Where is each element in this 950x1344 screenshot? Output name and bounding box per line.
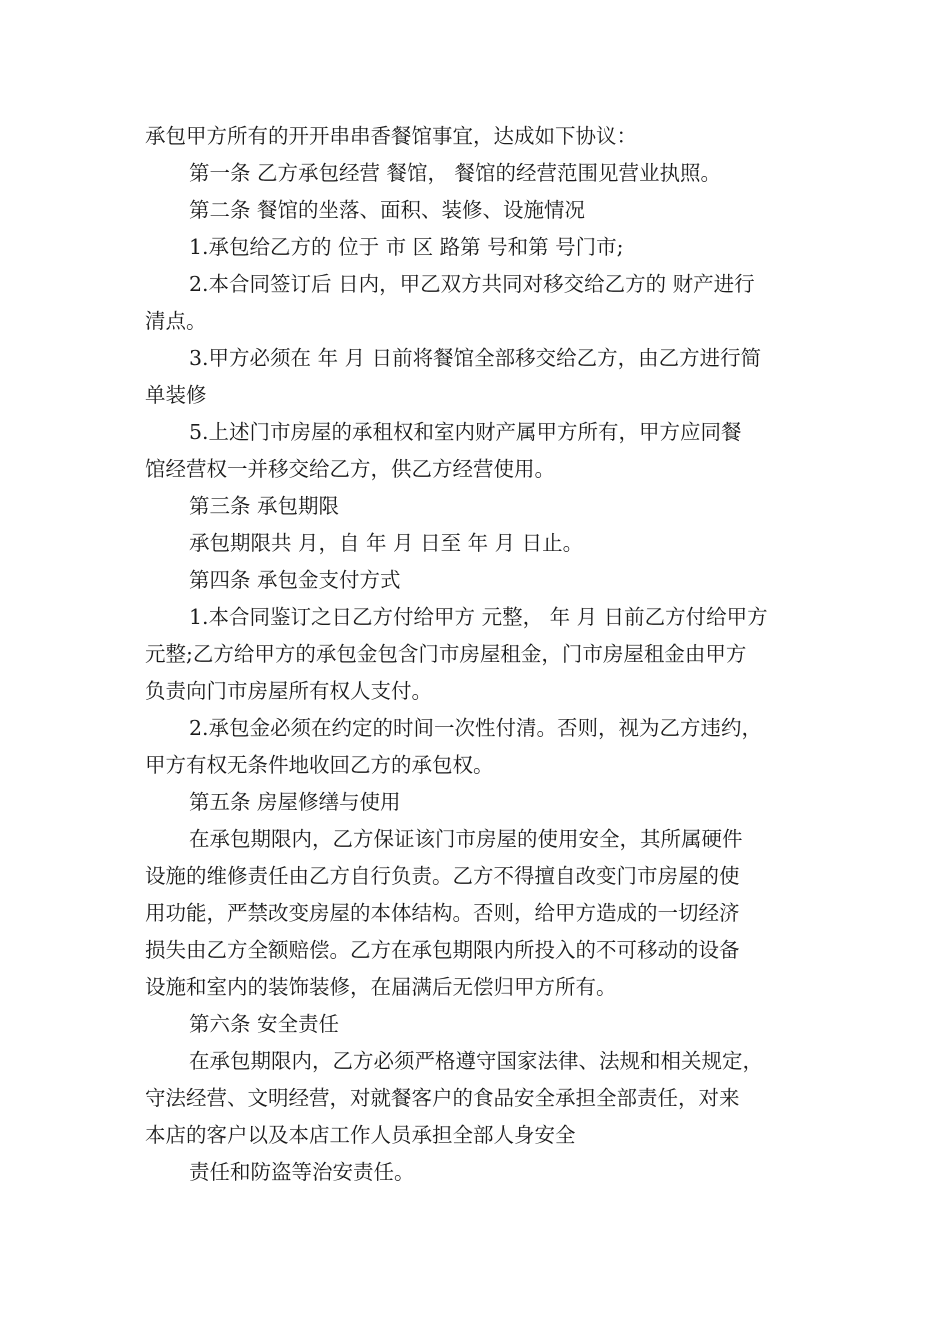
text-line: 用功能，严禁改变房屋的本体结构。否则，给甲方造成的一切经济 (145, 901, 740, 925)
text-line: 单装修 (145, 383, 207, 407)
text-line: 5.上述门市房屋的承租权和室内财产属甲方所有，甲方应同餐 (189, 420, 742, 444)
text-line: 2.承包金必须在约定的时间一次性付清。否则，视为乙方违约， (189, 716, 763, 740)
text-line: 本店的客户以及本店工作人员承担全部人身安全 (145, 1123, 576, 1147)
text-line: 损失由乙方全额赔偿。乙方在承包期限内所投入的不可移动的设备 (145, 938, 740, 962)
text-line: 守法经营、文明经营，对就餐客户的食品安全承担全部责任，对来 (145, 1086, 740, 1110)
text-line: 1.承包给乙方的 位于 市 区 路第 号和第 号门市; (189, 235, 624, 259)
text-line: 承包甲方所有的开开串串香餐馆事宜，达成如下协议： (145, 124, 637, 148)
section-heading: 第二条 餐馆的坐落、面积、装修、设施情况 (189, 198, 586, 222)
section-heading: 第四条 承包金支付方式 (189, 568, 401, 592)
section-heading: 第六条 安全责任 (189, 1012, 340, 1036)
text-line: 第一条 乙方承包经营 餐馆， 餐馆的经营范围见营业执照。 (189, 161, 722, 185)
text-line: 责任和防盗等治安责任。 (189, 1160, 415, 1184)
text-line: 在承包期限内，乙方必须严格遵守国家法律、法规和相关规定， (189, 1049, 763, 1073)
text-line: 2.本合同签订后 日内，甲乙双方共同对移交给乙方的 财产进行 (189, 272, 755, 296)
document-body (145, 118, 825, 1191)
text-line: 元整;乙方给甲方的承包金包含门市房屋租金，门市房屋租金由甲方 (145, 642, 747, 666)
text-line: 甲方有权无条件地收回乙方的承包权。 (145, 753, 494, 777)
section-heading: 第三条 承包期限 (189, 494, 340, 518)
text-line: 设施和室内的装饰装修，在届满后无偿归甲方所有。 (145, 975, 617, 999)
text-line: 承包期限共 月，自 年 月 日至 年 月 日止。 (189, 531, 584, 555)
text-line: 在承包期限内，乙方保证该门市房屋的使用安全，其所属硬件 (189, 827, 743, 851)
section-heading: 第五条 房屋修缮与使用 (189, 790, 401, 814)
text-line: 3.甲方必须在 年 月 日前将餐馆全部移交给乙方，由乙方进行简 (189, 346, 762, 370)
text-line: 清点。 (145, 309, 207, 333)
text-line: 1.本合同鉴订之日乙方付给甲方 元整， 年 月 日前乙方付给甲方 (189, 605, 768, 629)
text-line: 负责向门市房屋所有权人支付。 (145, 679, 432, 703)
text-line: 馆经营权一并移交给乙方，供乙方经营使用。 (145, 457, 555, 481)
text-line: 设施的维修责任由乙方自行负责。乙方不得擅自改变门市房屋的使 (145, 864, 740, 888)
